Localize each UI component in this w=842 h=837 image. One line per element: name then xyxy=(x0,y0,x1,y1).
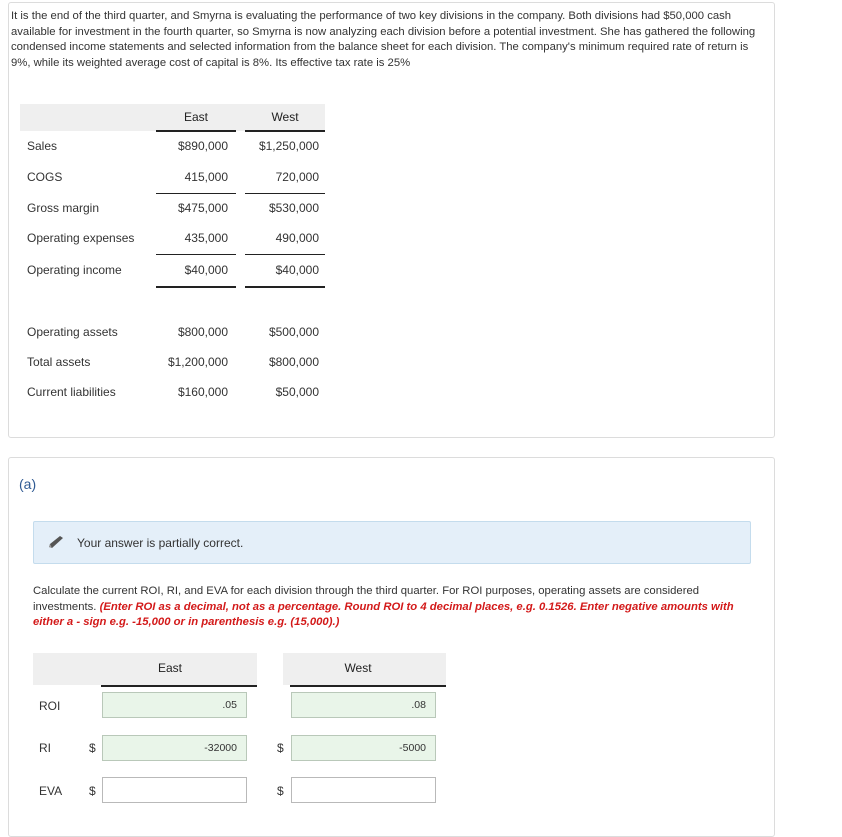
answer-label-ri: RI xyxy=(39,741,51,755)
row-label-current-liabilities: Current liabilities xyxy=(27,385,116,399)
row-label-cogs: COGS xyxy=(27,170,63,184)
answer-label-roi: ROI xyxy=(39,699,61,713)
cell-gross-margin-west: $530,000 xyxy=(268,201,319,215)
opex-underline-east xyxy=(156,254,236,255)
currency-symbol: $ xyxy=(89,741,96,755)
answer-column-header-east: East xyxy=(157,661,182,675)
status-text: Your answer is partially correct. xyxy=(77,536,244,550)
answer-status-banner xyxy=(33,521,751,564)
header-underline-east xyxy=(156,130,236,132)
currency-symbol: $ xyxy=(277,784,284,798)
row-label-total-assets: Total assets xyxy=(27,355,91,369)
cell-current-liabilities-west: $50,000 xyxy=(275,385,319,399)
answer-header-underline-east xyxy=(101,685,257,687)
cell-cogs-west: 720,000 xyxy=(275,170,319,184)
problem-intro: It is the end of the third quarter, and Smyrna is evaluating the performance of two key divisions in the company. Both divisions had $50,000 cash available for investment in the fourth quarter, so Smyrna is now analyzing each division before a potential investment. She has gathered the following condensed income statements and selected information from the balance sheet for each division. The company's minimum required rate of return is 9%, while its weighted average cost of capital is 8%. Its effective tax rate is 25% xyxy=(11,10,756,69)
cogs-underline-east xyxy=(156,193,236,194)
cell-operating-assets-east: $800,000 xyxy=(177,325,228,339)
opex-underline-west xyxy=(245,254,325,255)
cell-current-liabilities-east: $160,000 xyxy=(177,385,228,399)
cell-gross-margin-east: $475,000 xyxy=(177,201,228,215)
currency-symbol: $ xyxy=(89,784,96,798)
question-prompt: Calculate the current ROI, RI, and EVA for each division through the third quarter. For ROI purposes, operating assets are considered investments. xyxy=(33,585,700,613)
eva-east-input[interactable] xyxy=(102,777,247,803)
question-instructions: (Enter ROI as a decimal, not as a percentage. Round ROI to 4 decimal places, e.g. 0.1526. Enter negative amounts with either a - sign e.g. -15,000 or in parenthesis e.g. (15,000).) xyxy=(33,600,734,628)
column-header-east: East xyxy=(183,110,208,124)
cell-cogs-east: 415,000 xyxy=(184,170,228,184)
part-label: (a) xyxy=(19,476,37,492)
cell-operating-expenses-east: 435,000 xyxy=(184,231,228,245)
ri-east-input[interactable]: -32000 xyxy=(102,735,247,761)
roi-east-input[interactable]: .05 xyxy=(102,692,247,718)
column-header-west: West xyxy=(271,110,299,124)
answer-label-eva: EVA xyxy=(39,784,63,798)
cell-operating-income-east: $40,000 xyxy=(184,263,228,277)
header-underline-west xyxy=(245,130,325,132)
answer-header-underline-west xyxy=(290,685,446,687)
cell-sales-west: $1,250,000 xyxy=(258,139,319,153)
cell-total-assets-east: $1,200,000 xyxy=(167,355,228,369)
row-label-operating-expenses: Operating expenses xyxy=(27,231,135,245)
cell-sales-east: $890,000 xyxy=(177,139,228,153)
cell-operating-income-west: $40,000 xyxy=(275,263,319,277)
roi-west-input[interactable]: .08 xyxy=(291,692,436,718)
cogs-underline-west xyxy=(245,193,325,194)
question-text xyxy=(33,584,748,631)
row-label-sales: Sales xyxy=(27,139,58,153)
eva-west-input[interactable] xyxy=(291,777,436,803)
operating-income-double-underline-west xyxy=(245,286,325,288)
operating-income-double-underline-east xyxy=(156,286,236,288)
cell-operating-assets-west: $500,000 xyxy=(268,325,319,339)
ri-west-input[interactable]: -5000 xyxy=(291,735,436,761)
pencil-icon xyxy=(48,535,64,549)
answer-column-header-west: West xyxy=(344,661,372,675)
cell-total-assets-west: $800,000 xyxy=(268,355,319,369)
row-label-operating-assets: Operating assets xyxy=(27,325,118,339)
cell-operating-expenses-west: 490,000 xyxy=(275,231,319,245)
row-label-gross-margin: Gross margin xyxy=(27,201,100,215)
row-label-operating-income: Operating income xyxy=(27,263,122,277)
currency-symbol: $ xyxy=(277,741,284,755)
